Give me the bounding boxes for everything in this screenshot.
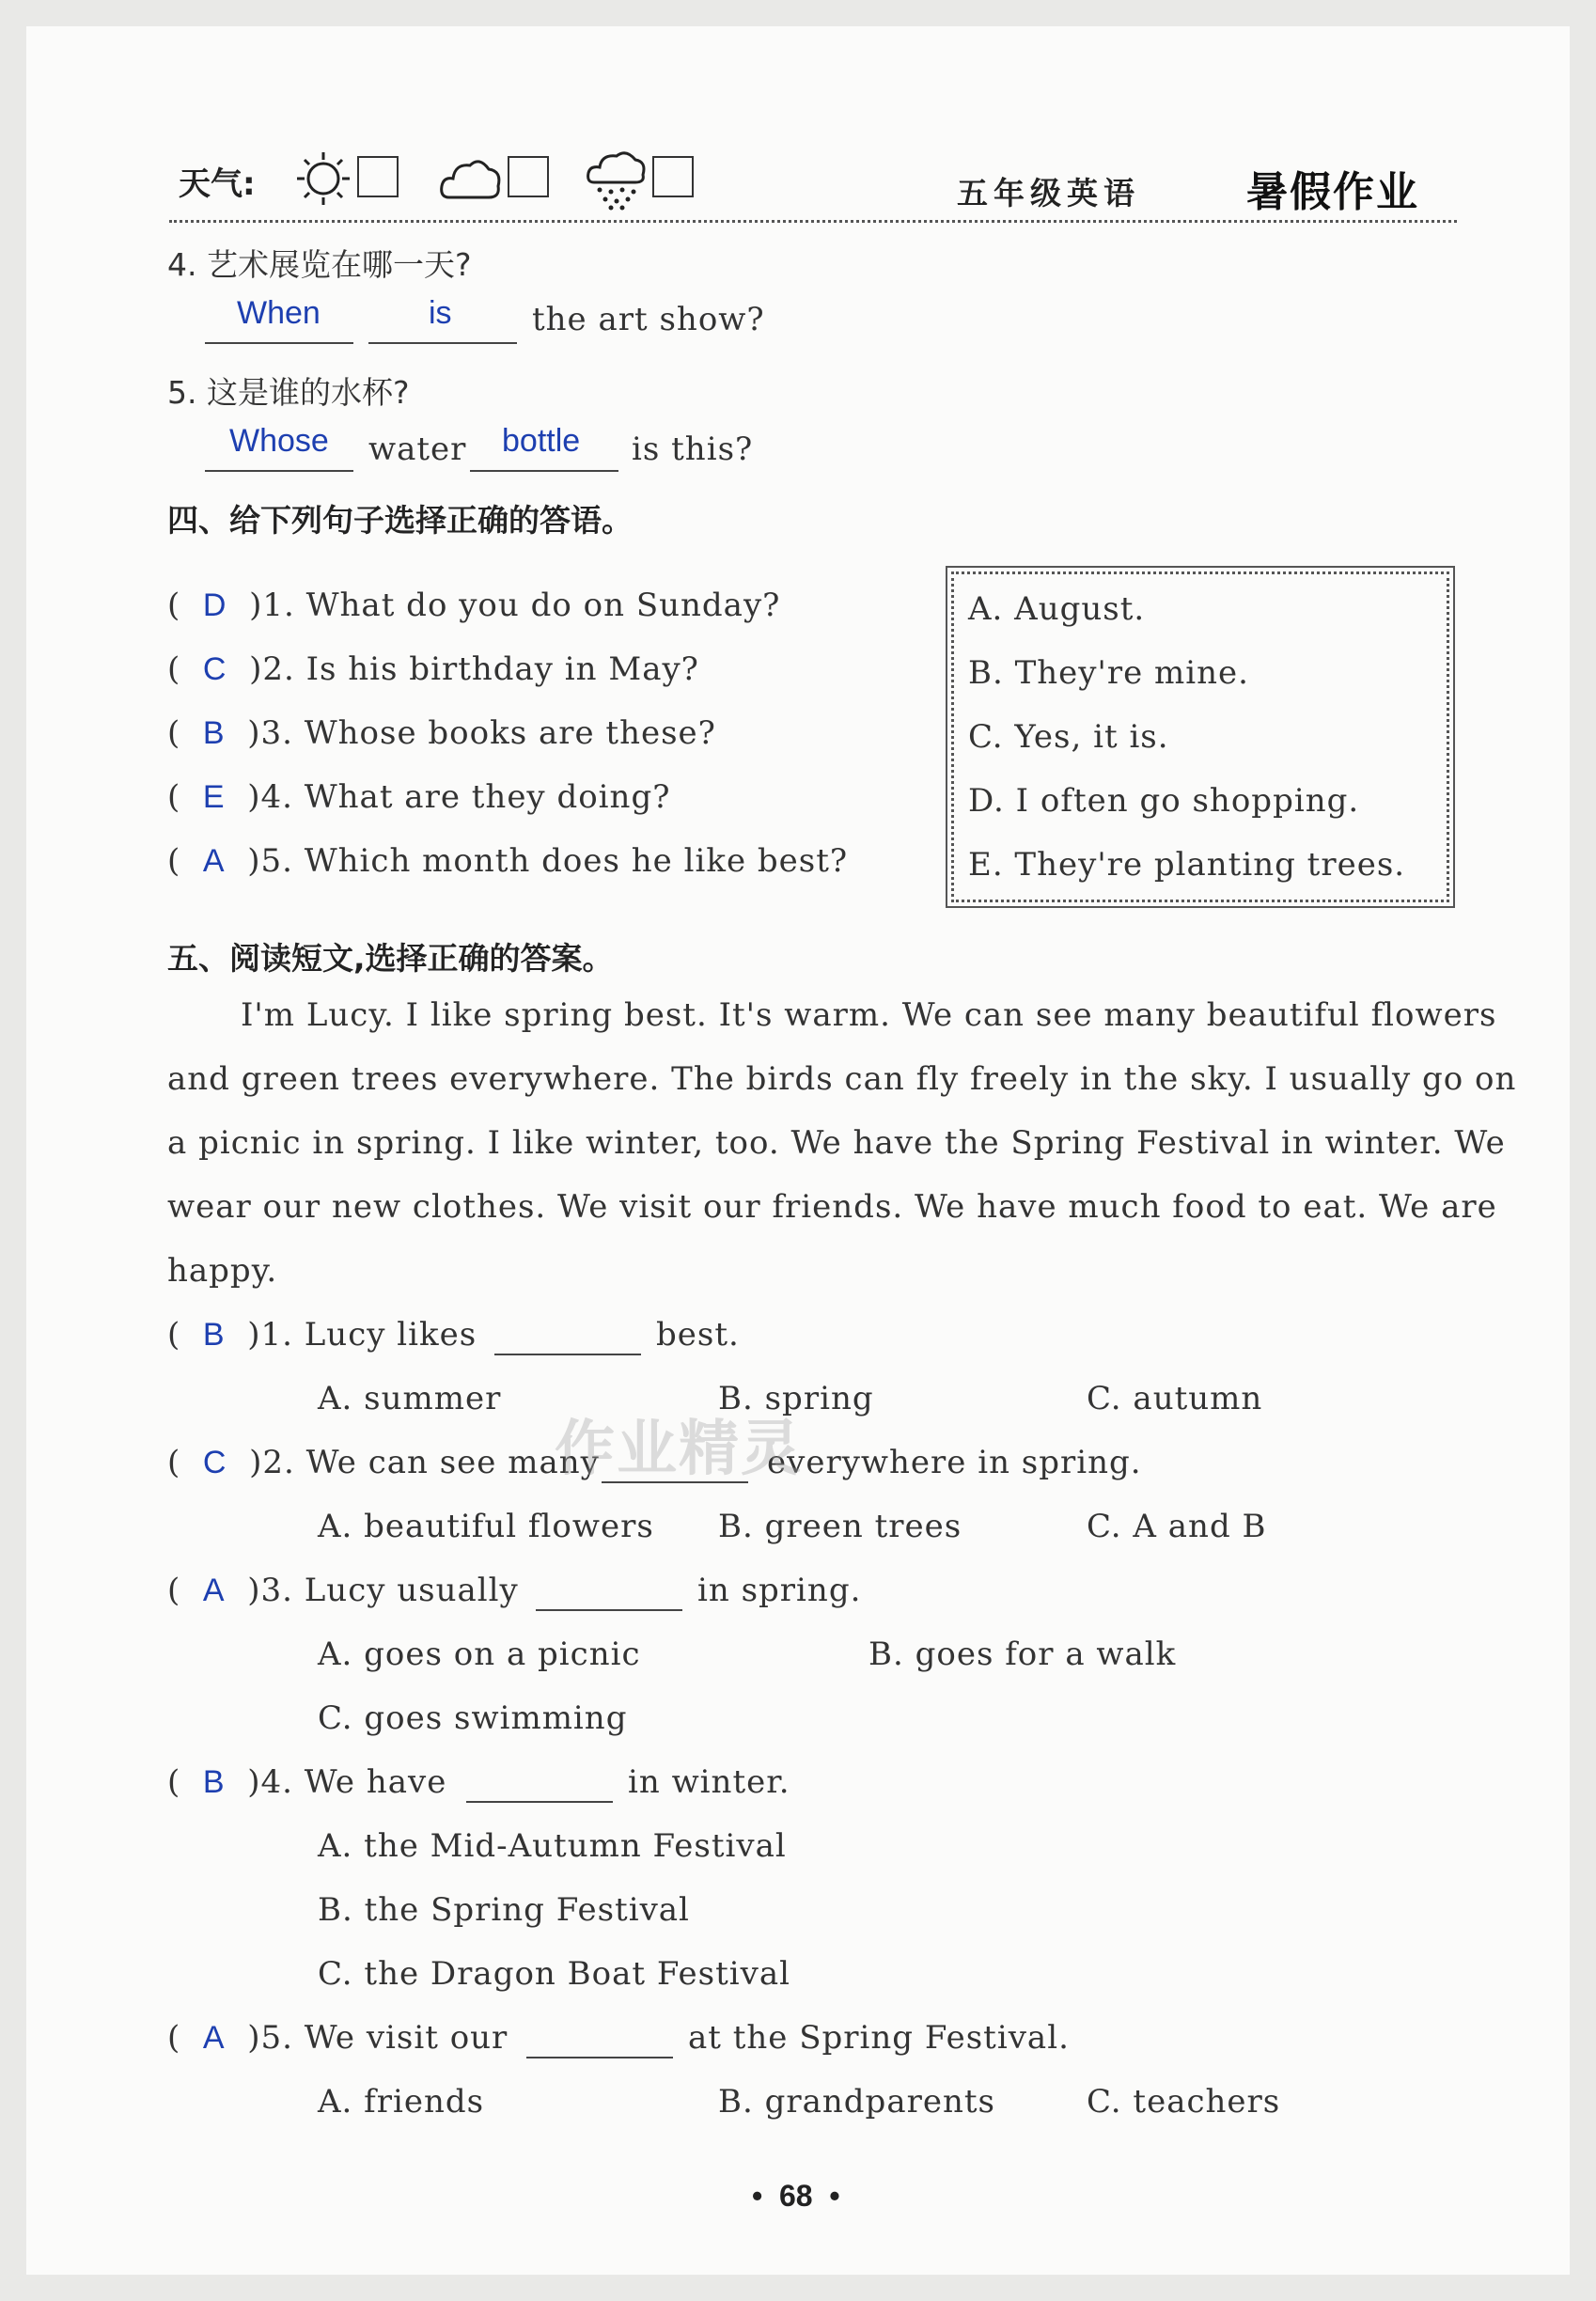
s5-q3: ( A )3. Lucy usually: [167, 1572, 519, 1609]
passage-line-3: a picnic in spring. I like winter, too. We have the Spring Festival in winter. We: [167, 1124, 1506, 1162]
s4-q3-text: )3. Whose books are these?: [247, 714, 716, 752]
s5-q2-pre: )2. We can see many: [249, 1444, 600, 1481]
s5-q4-b: B. the Spring Festival: [318, 1891, 690, 1929]
q5-blank-1[interactable]: [205, 470, 353, 472]
q5-blank-2[interactable]: [470, 470, 618, 472]
option-b: B. They're mine.: [968, 654, 1249, 692]
s4-q5-answer: A: [202, 843, 226, 879]
s5-q5: ( A )5. We visit our: [167, 2019, 509, 2057]
s5-q3-pre: )3. Lucy usually: [247, 1572, 519, 1609]
header-divider: [169, 220, 1457, 223]
cloud-checkbox[interactable]: [508, 156, 549, 197]
s5-q2-c: C. A and B: [1087, 1508, 1267, 1545]
rain-checkbox[interactable]: [652, 156, 694, 197]
s4-q2-text: )2. Is his birthday in May?: [249, 650, 699, 688]
option-a: A. August.: [968, 590, 1146, 628]
s5-q1-answer: B: [202, 1317, 226, 1353]
s5-q5-post: at the Spring Festival.: [688, 2019, 1070, 2057]
q5-mid: water: [368, 430, 467, 468]
s4-q4: ( E )4. What are they doing?: [167, 778, 671, 816]
option-c: C. Yes, it is.: [968, 718, 1169, 756]
s5-q3-post: in spring.: [697, 1572, 862, 1609]
s4-q4-text: )4. What are they doing?: [247, 778, 671, 816]
s5-q4-post: in winter.: [628, 1763, 790, 1801]
s5-q3-blank[interactable]: [536, 1609, 682, 1611]
s4-q4-answer: E: [202, 779, 226, 815]
page-number: • 68 •: [752, 2179, 840, 2213]
s5-q5-a: A. friends: [318, 2083, 485, 2121]
weather-label: 天气:: [179, 165, 256, 203]
s4-q1-text: )1. What do you do on Sunday?: [249, 587, 781, 624]
s5-q4-pre: )4. We have: [247, 1763, 447, 1801]
s5-q2: ( C )2. We can see many: [167, 1444, 600, 1481]
s5-q1-a: A. summer: [318, 1380, 502, 1417]
option-d: D. I often go shopping.: [968, 782, 1360, 820]
q5-rest: is this?: [632, 430, 754, 468]
s4-q2: ( C )2. Is his birthday in May?: [167, 650, 699, 688]
s5-q5-blank[interactable]: [526, 2057, 673, 2058]
s5-q3-b: B. goes for a walk: [868, 1636, 1177, 1673]
rain-icon: [585, 149, 650, 211]
s4-q5: ( A )5. Which month does he like best?: [167, 842, 849, 880]
passage-line-1: I'm Lucy. I like spring best. It's warm. We can see many beautiful flowers: [241, 996, 1497, 1034]
s5-q1-blank[interactable]: [494, 1354, 641, 1355]
s5-q4-c: C. the Dragon Boat Festival: [318, 1955, 791, 1993]
passage-line-4: wear our new clothes. We visit our friends. We have much food to eat. We are: [167, 1188, 1497, 1226]
option-e: E. They're planting trees.: [968, 846, 1406, 884]
s4-q3-answer: B: [202, 715, 226, 751]
passage-line-5: happy.: [167, 1252, 278, 1290]
s5-q5-b: B. grandparents: [718, 2083, 995, 2121]
s5-q3-answer: A: [202, 1573, 226, 1608]
s4-q1-answer: D: [202, 587, 227, 623]
sun-icon: [295, 150, 352, 207]
s5-q5-c: C. teachers: [1087, 2083, 1281, 2121]
watermark: 作业精灵: [555, 1415, 803, 1484]
section5-title: 五、阅读短文,选择正确的答案。: [167, 940, 614, 977]
q5-answer-1: Whose: [229, 423, 329, 459]
section4-title: 四、给下列句子选择正确的答语。: [167, 502, 633, 539]
s5-q2-post: everywhere in spring.: [767, 1444, 1142, 1481]
q5-answer-2: bottle: [502, 423, 581, 459]
s4-q5-text: )5. Which month does he like best?: [247, 842, 849, 880]
passage-line-2: and green trees everywhere. The birds can fly freely in the sky. I usually go on: [167, 1060, 1517, 1098]
q4-blank-2[interactable]: [368, 342, 517, 344]
q5-prompt: 5. 这是谁的水杯?: [167, 374, 410, 411]
s5-q1-post: best.: [656, 1316, 740, 1354]
s5-q1-b: B. spring: [718, 1380, 874, 1417]
s5-q2-a: A. beautiful flowers: [318, 1508, 654, 1545]
q4-answer-2: is: [429, 295, 452, 331]
s5-q1-pre: )1. Lucy likes: [247, 1316, 477, 1354]
book-title: 暑假作业: [1246, 168, 1419, 216]
s5-q3-c: C. goes swimming: [318, 1699, 628, 1737]
s4-q1: ( D )1. What do you do on Sunday?: [167, 587, 781, 624]
s5-q5-answer: A: [202, 2020, 226, 2056]
page-number-value: 68: [778, 2179, 813, 2213]
s5-q2-answer: C: [202, 1445, 227, 1480]
s5-q4-a: A. the Mid-Autumn Festival: [318, 1827, 787, 1865]
q4-blank-1[interactable]: [205, 342, 353, 344]
q4-rest: the art show?: [532, 301, 765, 338]
sun-checkbox[interactable]: [357, 156, 399, 197]
s5-q4-blank[interactable]: [466, 1801, 613, 1803]
s5-q4: ( B )4. We have: [167, 1763, 447, 1801]
s5-q1: ( B )1. Lucy likes: [167, 1316, 477, 1354]
s5-q5-pre: )5. We visit our: [247, 2019, 509, 2057]
q4-answer-1: When: [237, 295, 321, 331]
s5-q4-answer: B: [202, 1764, 226, 1800]
grade-label: 五年级英语: [957, 175, 1140, 211]
s5-q1-c: C. autumn: [1087, 1380, 1263, 1417]
s4-q2-answer: C: [202, 651, 227, 687]
q4-prompt: 4. 艺术展览在哪一天?: [167, 246, 472, 283]
s5-q2-b: B. green trees: [718, 1508, 962, 1545]
cloud-icon: [438, 152, 504, 207]
s4-q3: ( B )3. Whose books are these?: [167, 714, 716, 752]
s5-q3-a: A. goes on a picnic: [318, 1636, 641, 1673]
